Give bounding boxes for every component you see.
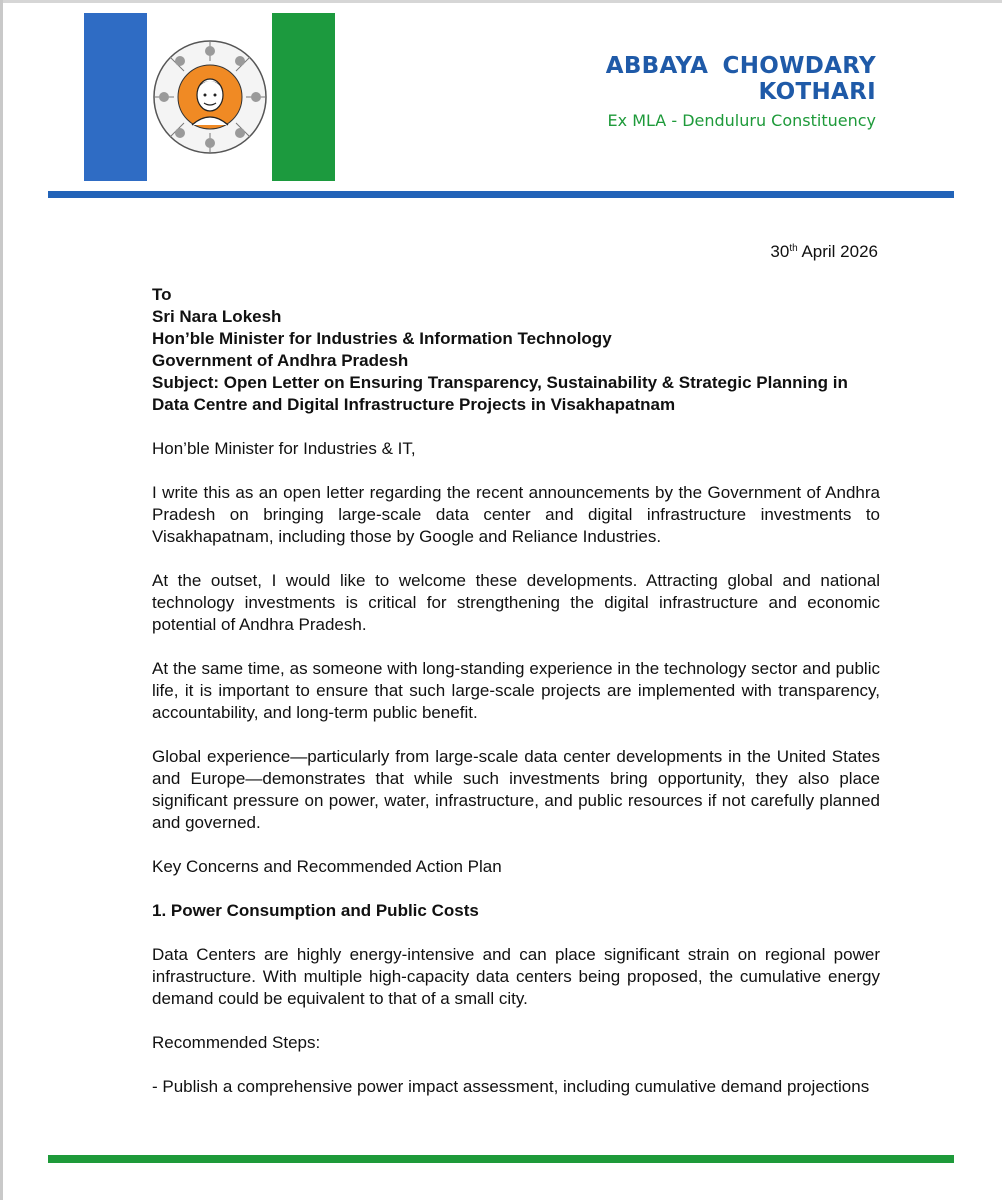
date-month-year: April 2026: [797, 242, 878, 261]
salutation: Hon’ble Minister for Industries & IT,: [152, 439, 416, 458]
party-logo: [84, 13, 335, 181]
subject-line: Subject: Open Letter on Ensuring Transparency, Sustainability & Strategic Planning in Data Centre and Digital Infrastructure Projects in Visakhapatnam: [152, 373, 848, 414]
section-1-heading: 1. Power Consumption and Public Costs: [152, 901, 479, 920]
logo-green-band: [272, 13, 335, 181]
to-label: To: [152, 285, 172, 304]
paragraph-4: Global experience—particularly from large-scale data center developments in the United States and Europe—demonstrates that while such investments bring opportunity, they also place significant pressure on power, water, infrastructure, and public resources if not carefully planned and governed.: [152, 747, 880, 832]
letter-date: [770, 242, 878, 262]
paragraph-2: At the outset, I would like to welcome these developments. Attracting global and national technology investments is critical for strengthening the digital infrastructure and economic potential of Andhra Pradesh.: [152, 571, 880, 634]
date-suffix: th: [789, 243, 798, 254]
section-intro: Key Concerns and Recommended Action Plan: [152, 857, 502, 876]
paragraph-1: I write this as an open letter regarding the recent announcements by the Government of Andhra Pradesh on bringing large-scale data center and digital infrastructure investments to Visakhapatnam, including those by Google and Reliance Industries.: [152, 483, 880, 546]
section-1-body: Data Centers are highly energy-intensive and can place significant strain on regional power infrastructure. With multiple high-capacity data centers being proposed, the cumulative energy demand could be equivalent to that of a small city.: [152, 945, 880, 1008]
page-left-edge: [0, 0, 3, 1200]
logo-blue-band: [84, 13, 147, 181]
letterhead-title: Ex MLA - Denduluru Constituency: [607, 111, 876, 130]
date-day: 30: [770, 242, 790, 261]
letterhead-name: ABBAYA CHOWDARY KOTHARI: [605, 53, 876, 105]
step-1: - Publish a comprehensive power impact assessment, including cumulative demand projections: [152, 1077, 870, 1096]
paragraph-3: At the same time, as someone with long-standing experience in the technology sector and public life, it is important to ensure that such large-scale projects are implemented with transparency, accountability, and long-term public benefit.: [152, 659, 880, 722]
recipient-title: Hon’ble Minister for Industries & Information Technology: [152, 329, 612, 348]
recommended-steps-label: Recommended Steps:: [152, 1033, 321, 1052]
letter-body: [152, 284, 880, 1098]
recipient-org: Government of Andhra Pradesh: [152, 351, 409, 370]
logo-emblem-icon: [152, 39, 268, 155]
letterhead-brand: [520, 53, 876, 130]
recipient-name: Sri Nara Lokesh: [152, 307, 282, 326]
header-divider: [48, 191, 954, 198]
footer-divider: [48, 1155, 954, 1163]
page-top-edge: [0, 0, 1002, 3]
recipient-block: [152, 284, 880, 372]
